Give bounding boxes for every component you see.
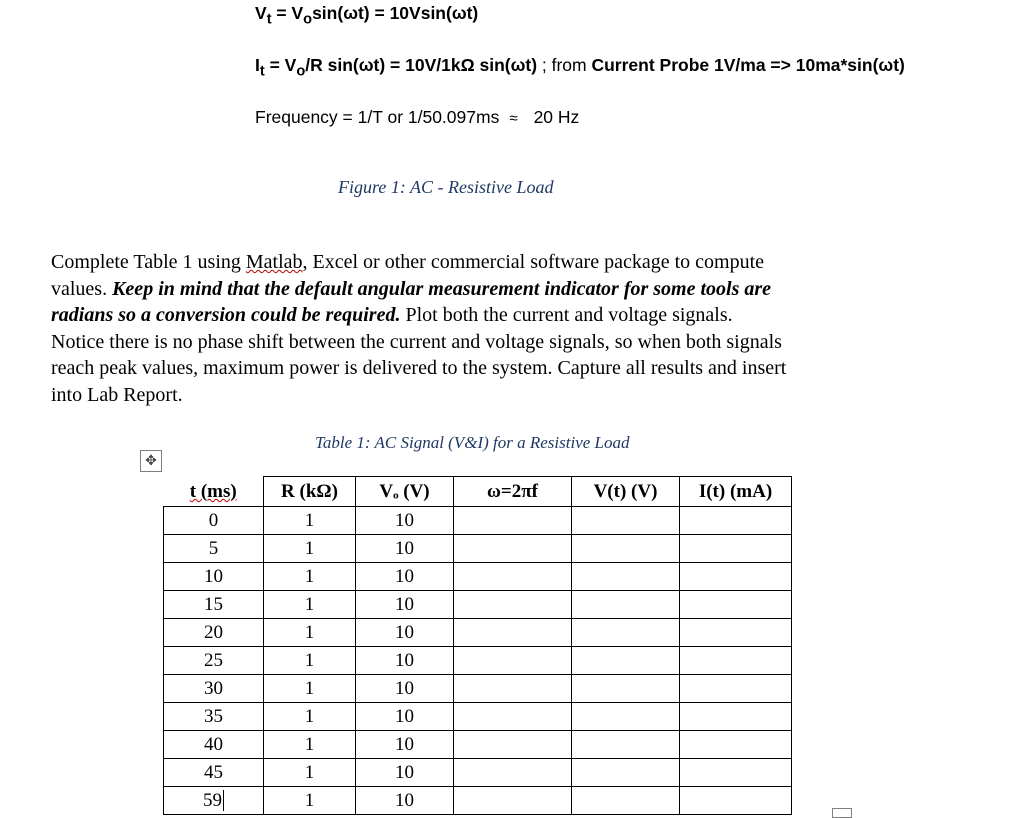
cell-omega[interactable] bbox=[454, 675, 572, 703]
cell-vo[interactable]: 10 bbox=[356, 591, 454, 619]
cell-it[interactable] bbox=[680, 563, 792, 591]
cell-it[interactable] bbox=[680, 759, 792, 787]
header-omega: ω=2πf bbox=[454, 477, 572, 507]
cell-t[interactable]: 20 bbox=[164, 619, 264, 647]
table-row bbox=[164, 759, 792, 787]
cell-t[interactable]: 5 bbox=[164, 535, 264, 563]
cell-vt[interactable] bbox=[572, 731, 680, 759]
cell-vo[interactable]: 10 bbox=[356, 759, 454, 787]
header-vo: Vₒ (V) bbox=[356, 477, 454, 507]
figure-caption: Figure 1: AC - Resistive Load bbox=[338, 177, 554, 197]
cell-t[interactable]: 40 bbox=[164, 731, 264, 759]
cell-vo[interactable]: 10 bbox=[356, 619, 454, 647]
current-equation: $I_t = V_o/R$ sin(ωt) = 10V/1kΩ sin(ωt) ; from Current Probe 1V/ma => 10ma*sin(ωt) bbox=[255, 55, 905, 80]
cell-omega[interactable] bbox=[454, 535, 572, 563]
cell-it[interactable] bbox=[680, 619, 792, 647]
cell-omega[interactable] bbox=[454, 703, 572, 731]
cell-it[interactable] bbox=[680, 675, 792, 703]
cell-r[interactable]: 1 bbox=[264, 731, 356, 759]
table-row bbox=[164, 731, 792, 759]
cell-omega[interactable] bbox=[454, 507, 572, 535]
cell-t[interactable]: 45 bbox=[164, 759, 264, 787]
cell-vt[interactable] bbox=[572, 507, 680, 535]
cell-t[interactable]: 10 bbox=[164, 563, 264, 591]
cell-omega[interactable] bbox=[454, 759, 572, 787]
table-header-row bbox=[164, 477, 792, 507]
table-resize-handle[interactable] bbox=[832, 808, 852, 818]
cell-vt[interactable] bbox=[572, 759, 680, 787]
cell-it[interactable] bbox=[680, 787, 792, 815]
table-row bbox=[164, 507, 792, 535]
cell-t[interactable]: 15 bbox=[164, 591, 264, 619]
table-caption: Table 1: AC Signal (V&I) for a Resistive Load bbox=[315, 433, 630, 452]
cell-r[interactable]: 1 bbox=[264, 759, 356, 787]
cell-r[interactable]: 1 bbox=[264, 647, 356, 675]
frequency-equation: Frequency = 1/T or 1/50.097ms ≈ 20 Hz bbox=[255, 107, 580, 127]
cell-it[interactable] bbox=[680, 507, 792, 535]
table-row bbox=[164, 535, 792, 563]
approx-symbol: ≈ bbox=[509, 110, 518, 127]
cell-it[interactable] bbox=[680, 647, 792, 675]
cell-vt[interactable] bbox=[572, 563, 680, 591]
move-arrows-icon: ✥ bbox=[145, 453, 157, 469]
header-it: I(t) (mA) bbox=[680, 477, 792, 507]
instructions-paragraph: Complete Table 1 using Matlab, Excel or other commercial software package to compute values. Keep in mind that the default angular measurement indicator for some tools are radians so a conversion could be required. Plot both the current and voltage signals. Notice there is no phase shift between the current and voltage signals, so when both signals reach peak values, maximum power is delivered to the system. Capture all results and insert into Lab Report. bbox=[51, 251, 787, 406]
cell-t[interactable]: 35 bbox=[164, 703, 264, 731]
cell-r[interactable]: 1 bbox=[264, 563, 356, 591]
cell-r[interactable]: 1 bbox=[264, 675, 356, 703]
cell-t[interactable]: 0 bbox=[164, 507, 264, 535]
cell-it[interactable] bbox=[680, 591, 792, 619]
cell-omega[interactable] bbox=[454, 647, 572, 675]
cell-vt[interactable] bbox=[572, 647, 680, 675]
table-row bbox=[164, 647, 792, 675]
table-row bbox=[164, 591, 792, 619]
cell-vt[interactable] bbox=[572, 703, 680, 731]
cell-vt[interactable] bbox=[572, 591, 680, 619]
table-row bbox=[164, 787, 792, 815]
cell-vt[interactable] bbox=[572, 619, 680, 647]
cell-omega[interactable] bbox=[454, 619, 572, 647]
cell-omega[interactable] bbox=[454, 563, 572, 591]
table-row bbox=[164, 703, 792, 731]
cell-vt[interactable] bbox=[572, 787, 680, 815]
cell-vo[interactable]: 10 bbox=[356, 647, 454, 675]
cell-omega[interactable] bbox=[454, 731, 572, 759]
table-move-handle[interactable] bbox=[140, 450, 162, 472]
cell-vo[interactable]: 10 bbox=[356, 507, 454, 535]
cell-vo[interactable]: 10 bbox=[356, 675, 454, 703]
signal-table bbox=[163, 476, 792, 815]
cell-it[interactable] bbox=[680, 731, 792, 759]
cell-omega[interactable] bbox=[454, 787, 572, 815]
cell-r[interactable]: 1 bbox=[264, 703, 356, 731]
header-vt: V(t) (V) bbox=[572, 477, 680, 507]
cell-vt[interactable] bbox=[572, 535, 680, 563]
cell-t[interactable]: 30 bbox=[164, 675, 264, 703]
table-row bbox=[164, 563, 792, 591]
cell-it[interactable] bbox=[680, 535, 792, 563]
table-row bbox=[164, 675, 792, 703]
cell-r[interactable]: 1 bbox=[264, 787, 356, 815]
cell-omega[interactable] bbox=[454, 591, 572, 619]
cell-r[interactable]: 1 bbox=[264, 591, 356, 619]
header-t: t (ms) bbox=[164, 477, 264, 507]
table-row bbox=[164, 619, 792, 647]
cell-vo[interactable]: 10 bbox=[356, 535, 454, 563]
header-r: R (kΩ) bbox=[264, 477, 356, 507]
cell-r[interactable]: 1 bbox=[264, 507, 356, 535]
cell-t[interactable]: 25 bbox=[164, 647, 264, 675]
cell-vo[interactable]: 10 bbox=[356, 787, 454, 815]
voltage-equation: $V_t = V_o\sin(\omega t) = 10Vsin(\omega t)$ bbox=[255, 3, 479, 28]
cell-vt[interactable] bbox=[572, 675, 680, 703]
cell-it[interactable] bbox=[680, 703, 792, 731]
cell-vo[interactable]: 10 bbox=[356, 731, 454, 759]
cell-r[interactable]: 1 bbox=[264, 535, 356, 563]
cell-vo[interactable]: 10 bbox=[356, 703, 454, 731]
cell-vo[interactable]: 10 bbox=[356, 563, 454, 591]
cell-t[interactable]: 59 bbox=[164, 787, 264, 815]
spellcheck-word[interactable]: Matlab bbox=[245, 251, 303, 273]
cell-r[interactable]: 1 bbox=[264, 619, 356, 647]
